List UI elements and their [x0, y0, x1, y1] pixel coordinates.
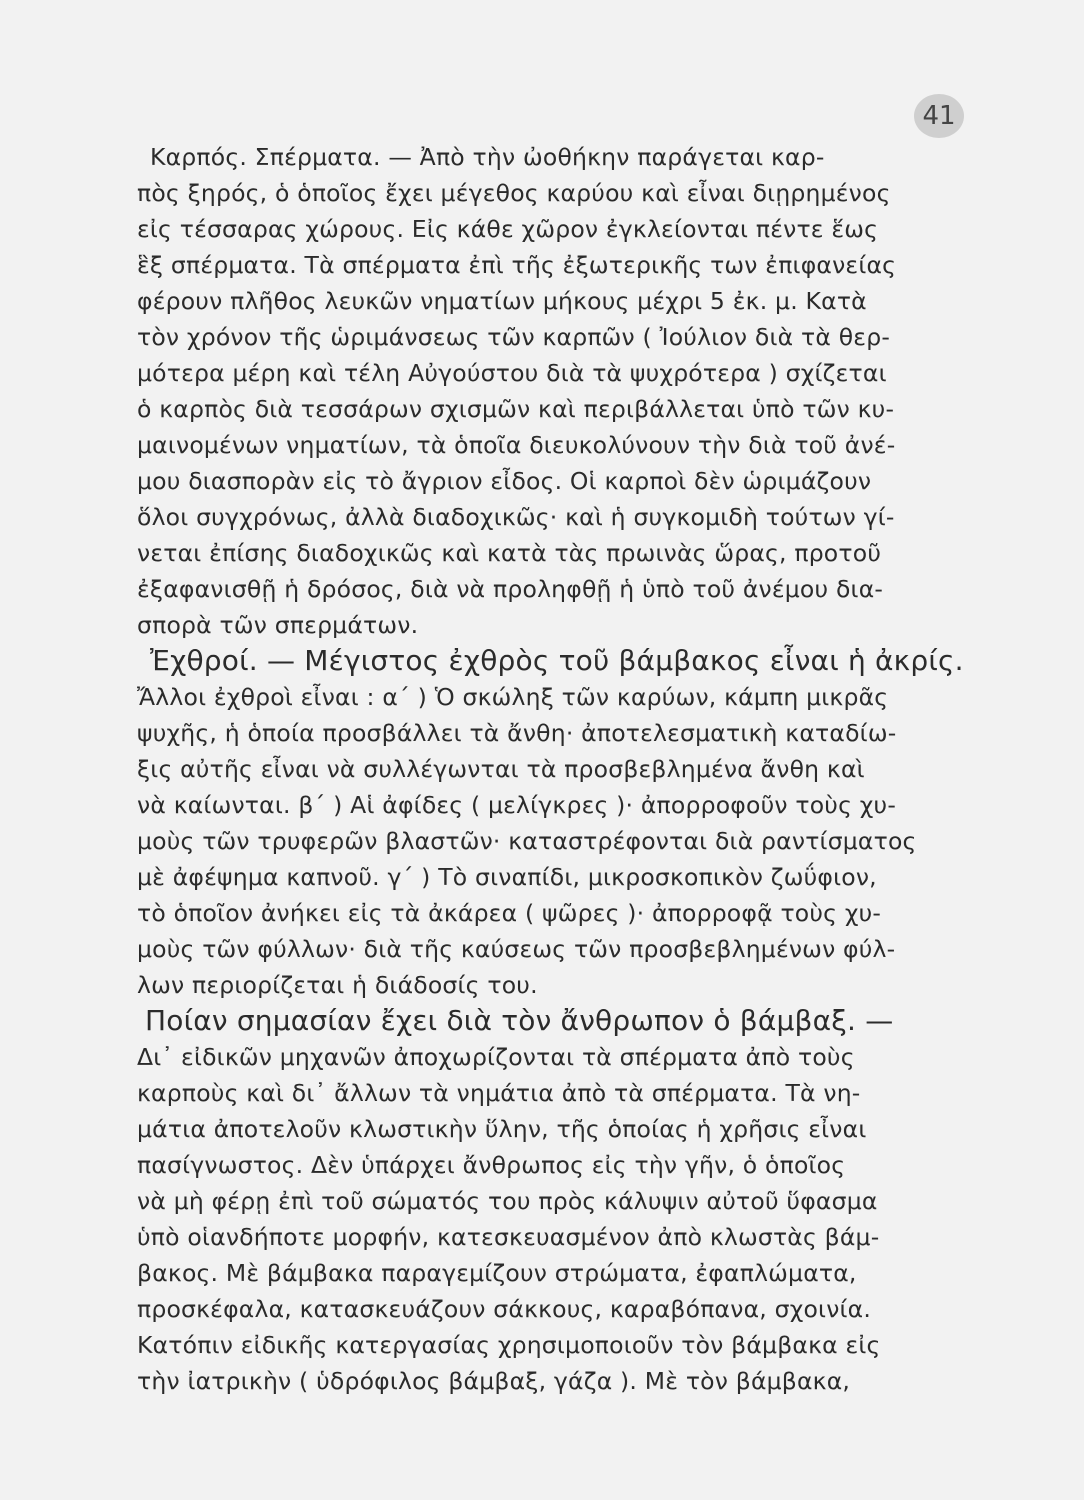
text-line: τὸ ὁποῖον ἀνήκει εἰς τὰ ἀκάρεα ( ψῶρες )· ἀπορροφᾷ τοὺς χυ-	[137, 899, 882, 927]
text-line: τὴν ἰατρικὴν ( ὑδρόφιλος βάμβαξ, γάζα ). Μὲ τὸν βάμβακα,	[137, 1367, 851, 1395]
text-line: μαινομένων νηματίων, τὰ ὁποῖα διευκολύνουν τὴν διὰ τοῦ ἀνέ-	[137, 431, 896, 459]
text-line: ψυχῆς, ἡ ὁποία προσβάλλει τὰ ἄνθη· ἀποτελεσματικὴ καταδίω-	[137, 719, 897, 747]
text-line: μάτια ἀποτελοῦν κλωστικὴν ὕλην, τῆς ὁποίας ἡ χρῆσις εἶναι	[137, 1115, 867, 1143]
text-line: Ποίαν σημασίαν ἔχει διὰ τὸν ἄνθρωπον ὁ βάμβαξ. —	[145, 1004, 894, 1037]
text-line: ἐξαφανισθῇ ἡ δρόσος, διὰ νὰ προληφθῇ ἡ ὑπὸ τοῦ ἀνέμου δια-	[137, 575, 884, 603]
text-line: μότερα μέρη καὶ τέλη Αὐγούστου διὰ τὰ ψυχρότερα ) σχίζεται	[137, 359, 887, 387]
text-line: ὑπὸ οἱανδήποτε μορφήν, κατεσκευασμένον ἀπὸ κλωστὰς βάμ-	[137, 1223, 880, 1251]
text-line: προσκέφαλα, κατασκευάζουν σάκκους, καραβόπανα, σχοινία.	[137, 1295, 872, 1323]
text-line: πασίγνωστος. Δὲν ὑπάρχει ἄνθρωπος εἰς τὴν γῆν, ὁ ὁποῖος	[137, 1151, 846, 1179]
text-line: μὲ ἀφέψημα καπνοῦ. γ΄ ) Τὸ σιναπίδι, μικροσκοπικὸν ζωΰφιον,	[137, 863, 877, 891]
text-line: βακος. Μὲ βάμβακα παραγεμίζουν στρώματα, ἐφαπλώματα,	[137, 1259, 857, 1287]
text-line: πὸς ξηρός, ὁ ὁποῖος ἔχει μέγεθος καρύου καὶ εἶναι διῃρημένος	[137, 179, 891, 207]
text-line: λων περιορίζεται ἡ διάδοσίς του.	[137, 971, 538, 999]
text-line: ὅλοι συγχρόνως, ἀλλὰ διαδοχικῶς· καὶ ἡ συγκομιδὴ τούτων γί-	[137, 503, 895, 531]
text-line: Ἄλλοι ἐχθροὶ εἶναι : α΄ ) Ὁ σκώληξ τῶν καρύων, κάμπη μικρᾶς	[137, 683, 889, 711]
text-line: ὁ καρπὸς διὰ τεσσάρων σχισμῶν καὶ περιβάλλεται ὑπὸ τῶν κυ-	[137, 395, 895, 423]
text-line: εἰς τέσσαρας χώρους. Εἰς κάθε χῶρον ἐγκλείονται πέντε ἕως	[137, 215, 879, 243]
text-line: καρποὺς καὶ δι᾿ ἄλλων τὰ νημάτια ἀπὸ τὰ σπέρματα. Τὰ νη-	[137, 1079, 861, 1107]
text-line: Ἐχθροί. — Μέγιστος ἐχθρὸς τοῦ βάμβακος εἶναι ἡ ἀκρίς.	[150, 644, 964, 677]
text-line: Καρπός. Σπέρματα. — Ἀπὸ τὴν ὠοθήκην παράγεται καρ-	[150, 143, 825, 171]
text-line: ξις αὐτῆς εἶναι νὰ συλλέγωνται τὰ προσβεβλημένα ἄνθη καὶ	[137, 755, 865, 783]
text-line: μοὺς τῶν τρυφερῶν βλαστῶν· καταστρέφονται διὰ ραντίσματος	[137, 827, 917, 855]
text-line: φέρουν πλῆθος λευκῶν νηματίων μήκους μέχρι 5 ἐκ. μ. Κατὰ	[137, 287, 867, 315]
text-line: νεται ἐπίσης διαδοχικῶς καὶ κατὰ τὰς πρωινὰς ὥρας, προτοῦ	[137, 539, 882, 567]
text-line: ἓξ σπέρματα. Τὰ σπέρματα ἐπὶ τῆς ἐξωτερικῆς των ἐπιφανείας	[137, 251, 897, 279]
text-line: μοὺς τῶν φύλλων· διὰ τῆς καύσεως τῶν προσβεβλημένων φύλ-	[137, 935, 896, 963]
text-line: Δι᾿ εἰδικῶν μηχανῶν ἀποχωρίζονται τὰ σπέρματα ἀπὸ τοὺς	[137, 1043, 855, 1071]
text-line: Κατόπιν εἰδικῆς κατεργασίας χρησιμοποιοῦν τὸν βάμβακα εἰς	[137, 1331, 881, 1359]
text-line: μου διασπορὰν εἰς τὸ ἄγριον εἶδος. Οἱ καρποὶ δὲν ὡριμάζουν	[137, 467, 872, 495]
page-number: 41	[914, 94, 964, 138]
text-line: νὰ μὴ φέρῃ ἐπὶ τοῦ σώματός του πρὸς κάλυψιν αὐτοῦ ὕφασμα	[137, 1187, 878, 1215]
text-line: τὸν χρόνον τῆς ὡριμάνσεως τῶν καρπῶν ( Ἰούλιον διὰ τὰ θερ-	[137, 323, 891, 351]
text-line: σπορὰ τῶν σπερμάτων.	[137, 611, 419, 639]
text-line: νὰ καίωνται. β΄ ) Αἱ ἀφίδες ( μελίγκρες )· ἀπορροφοῦν τοὺς χυ-	[137, 791, 896, 819]
